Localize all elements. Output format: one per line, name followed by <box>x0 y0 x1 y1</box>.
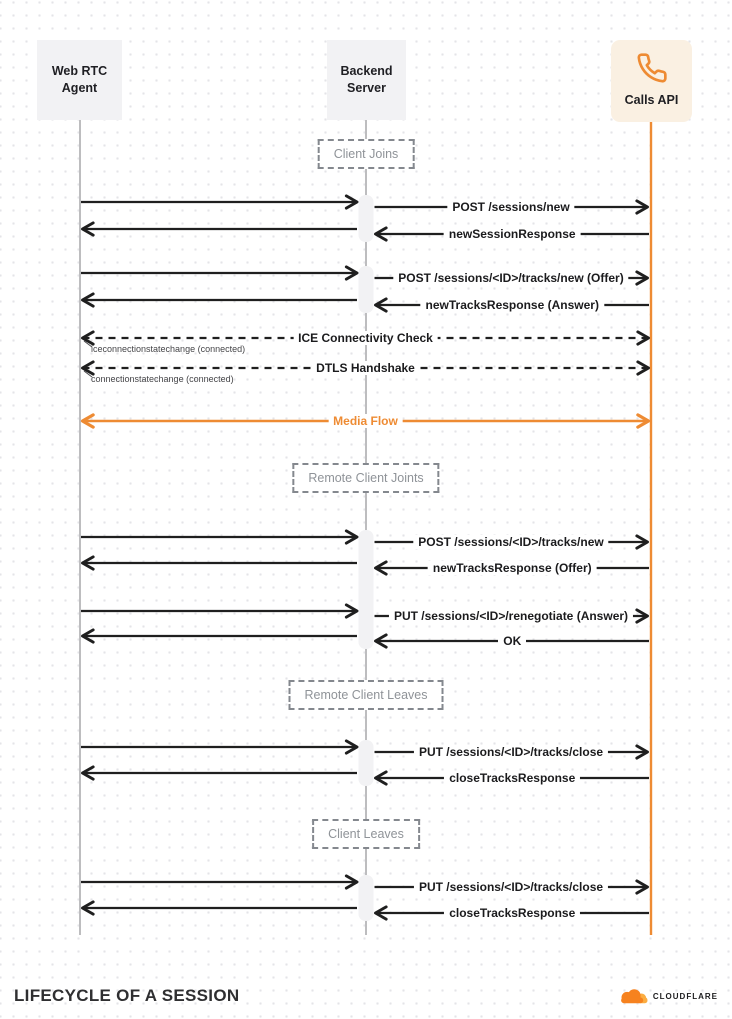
message-label: newTracksResponse (Offer) <box>428 561 597 575</box>
cloudflare-wordmark: CLOUDFLARE <box>652 992 718 1001</box>
phase-label: Client Leaves <box>312 819 420 849</box>
activation-bar <box>359 266 374 313</box>
message-label: DTLS Handshake <box>311 361 420 375</box>
message-label: Media Flow <box>328 414 403 428</box>
message-label: OK <box>498 634 526 648</box>
message-label: PUT /sessions/<ID>/tracks/close <box>414 880 608 894</box>
actor-label-line: Agent <box>61 81 98 95</box>
actor-label-line: Web RTC <box>51 63 108 78</box>
activation-bar <box>359 875 374 921</box>
activation-bar <box>359 195 374 242</box>
cloudflare-cloud-icon <box>616 988 650 1005</box>
phase-label: Remote Client Leaves <box>289 680 444 710</box>
event-callback-label: connectionstatechange (connected) <box>91 374 234 384</box>
message-label: POST /sessions/<ID>/tracks/new <box>413 535 608 549</box>
message-label: closeTracksResponse <box>444 771 580 785</box>
message-label: newTracksResponse (Answer) <box>421 298 604 312</box>
actor-backend-server <box>327 40 406 120</box>
phone-icon <box>636 52 668 84</box>
activation-bar <box>359 530 374 649</box>
phase-label: Client Joins <box>318 139 415 169</box>
actor-web-rtc-agent <box>37 40 122 120</box>
actor-calls-api <box>611 40 692 122</box>
message-label: POST /sessions/new <box>447 200 574 214</box>
message-label: closeTracksResponse <box>444 906 580 920</box>
message-label: POST /sessions/<ID>/tracks/new (Offer) <box>393 271 628 285</box>
event-callback-label: iceconnectionstatechange (connected) <box>91 344 246 354</box>
activation-bar <box>359 740 374 786</box>
message-label: PUT /sessions/<ID>/renegotiate (Answer) <box>389 609 633 623</box>
phase-label: Remote Client Joints <box>292 463 439 493</box>
actor-label-line: Server <box>347 81 386 95</box>
cloudflare-logo <box>616 988 718 1005</box>
message-label: newSessionResponse <box>444 227 581 241</box>
actor-label-line: Backend <box>340 63 393 78</box>
page-title: LIFECYCLE OF A SESSION <box>14 986 240 1005</box>
message-label: ICE Connectivity Check <box>293 331 438 345</box>
actor-label-line: Calls API <box>624 93 679 108</box>
lifelines <box>80 120 651 935</box>
message-label: PUT /sessions/<ID>/tracks/close <box>414 745 608 759</box>
